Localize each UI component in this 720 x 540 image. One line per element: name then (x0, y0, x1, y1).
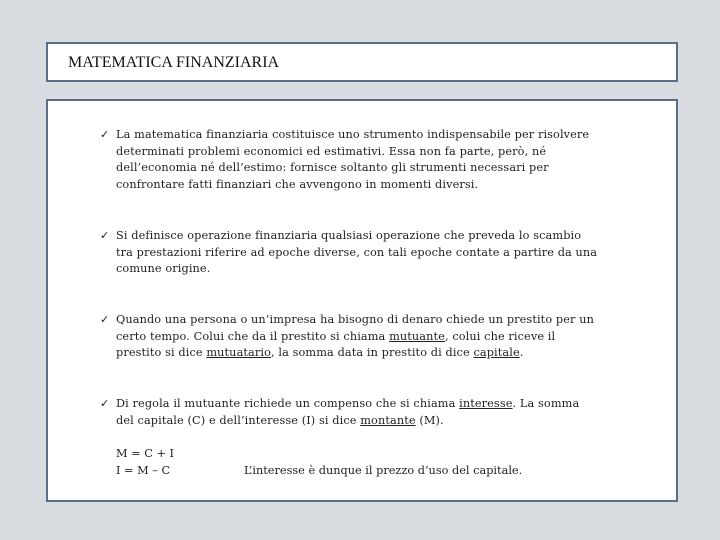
underlined-term: montante (360, 413, 416, 427)
title-box (46, 42, 678, 82)
underlined-term: interesse (459, 397, 513, 410)
check-icon: ✓ (100, 229, 110, 242)
check-icon: ✓ (100, 128, 110, 141)
bullet-item (100, 312, 600, 362)
underlined-term: mutuatario (206, 346, 271, 360)
formula-note: L’interesse è dunque il prezzo d’uso del capitale. (244, 464, 523, 477)
bullet-text (116, 312, 600, 362)
bullet-text-segment: (M). (415, 413, 444, 427)
bullet-item (100, 127, 600, 193)
bullet-text-segment: . La somma del capitale (C) e dell’interesse (I) si dice (116, 397, 580, 427)
bullet-text-segment: . (519, 346, 524, 360)
underlined-term: capitale (473, 346, 520, 360)
check-icon: ✓ (100, 313, 110, 326)
bullet-text-segment: , colui che riceve il prestito si dice (116, 329, 556, 360)
bullet-item (100, 396, 600, 429)
bullet-item (100, 228, 600, 278)
formula-montante: M = C + I (116, 447, 174, 460)
bullet-text-segment: , la somma data in prestito di dice (271, 346, 474, 360)
content-box (46, 99, 678, 502)
bullet-text-segment: La matematica finanziaria costituisce uno strumento indispensabile per risolvere determinati problemi economici ed estimativi. Essa non fa parte, però, né dell’economia né dell’estimo: fornisce soltanto gli strumenti necessari per confrontare fatti finanziari che avvengono in momenti diversi. (116, 128, 590, 191)
bullet-text (116, 127, 600, 193)
slide-title: MATEMATICA FINANZIARIA (68, 54, 280, 71)
underlined-term: mutuante (389, 329, 445, 343)
bullet-text (116, 228, 600, 278)
formula-interesse: I = M – C (116, 464, 171, 477)
bullet-text-segment: Si definisce operazione finanziaria qualsiasi operazione che preveda lo scambio tra prestazioni riferire ad epoche diverse, con tali epoche contate a partire da una comune origine. (116, 229, 598, 276)
bullet-text-segment: Di regola il mutuante richiede un compenso che si chiama (116, 397, 460, 410)
bullet-text-segment: Quando una persona o un’impresa ha bisogno di denaro chiede un prestito per un certo tempo. Colui che da il prestito si chiama (116, 313, 594, 343)
check-icon: ✓ (100, 397, 110, 410)
bullet-text (116, 396, 600, 429)
